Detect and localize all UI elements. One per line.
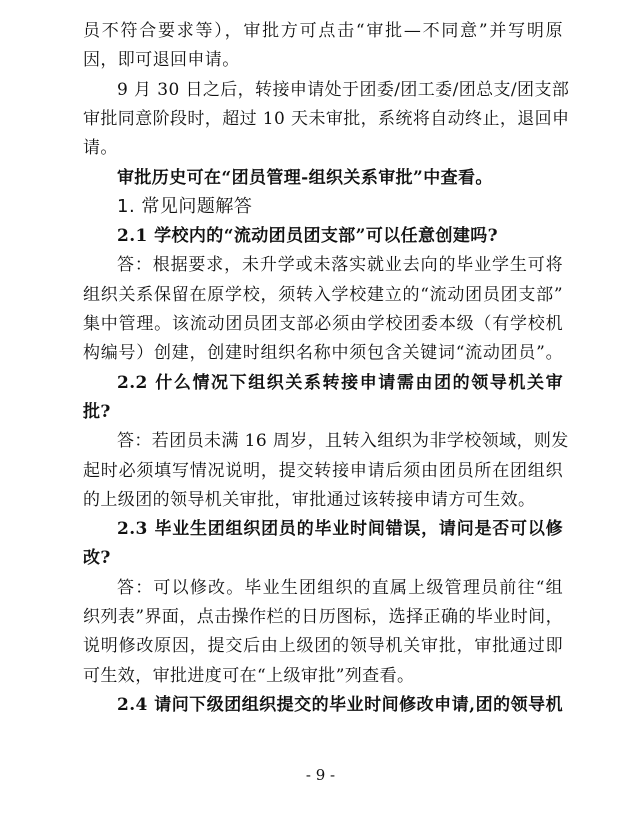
- text-line: 答：若团员未满 16 周岁，且转入组织为非学校领域，则发: [117, 431, 569, 452]
- text-line: 构编号）创建，创建时组织名称中须包含关键词“流动团员”。: [83, 343, 563, 364]
- text-line: 9 月 30 日之后，转接申请处于团委/团工委/团总支/团支部: [117, 79, 570, 100]
- question-heading-cont: 批?: [83, 401, 111, 422]
- question-heading: 2.1 学校内的“流动团员团支部”可以任意创建吗?: [117, 226, 499, 247]
- text-line: 员不符合要求等），审批方可点击“审批—不同意”并写明原: [83, 21, 563, 41]
- text-line: 的上级团的领导机关审批，审批通过该转接申请方可生效。: [83, 489, 536, 510]
- text-line: 请。: [83, 138, 118, 159]
- text-line: 组织关系保留在原学校，须转入学校建立的“流动团员团支部”: [83, 284, 563, 305]
- text-line: 答：根据要求，未升学或未落实就业去向的毕业学生可将: [117, 255, 563, 276]
- page-number: - 9 -: [305, 766, 336, 784]
- text-line: 可生效，审批进度可在“上级审批”列查看。: [83, 665, 415, 686]
- section-heading: 1. 常见问题解答: [117, 195, 253, 217]
- question-heading: 2.3 毕业生团组织团员的毕业时间错误，请问是否可以修: [117, 519, 563, 540]
- text-line: 因，即可退回申请。: [83, 50, 240, 71]
- text-line: 说明修改原因，提交后由上级团的领导机关审批，审批通过即: [83, 636, 563, 657]
- question-heading: 2.2 什么情况下组织关系转接申请需由团的领导机关审: [117, 372, 563, 393]
- text-line: 集中管理。该流动团员团支部必须由学校团委本级（有学校机: [83, 314, 563, 334]
- question-heading: 2.4 请问下级团组织提交的毕业时间修改申请,团的领导机: [117, 694, 563, 715]
- text-line: 审批同意阶段时，超过 10 天未审批，系统将自动终止，退回申: [83, 108, 570, 129]
- text-line: 织列表”界面，点击操作栏的日历图标，选择正确的毕业时间，: [83, 607, 563, 627]
- text-line: 起时必须填写情况说明，提交转接申请后须由团员所在团组织: [83, 460, 563, 481]
- question-heading-cont: 改?: [83, 548, 111, 569]
- bold-note-line: 审批历史可在“团员管理-组织关系审批”中查看。: [117, 167, 493, 188]
- text-line: 答：可以修改。毕业生团组织的直属上级管理员前往“组: [117, 577, 563, 598]
